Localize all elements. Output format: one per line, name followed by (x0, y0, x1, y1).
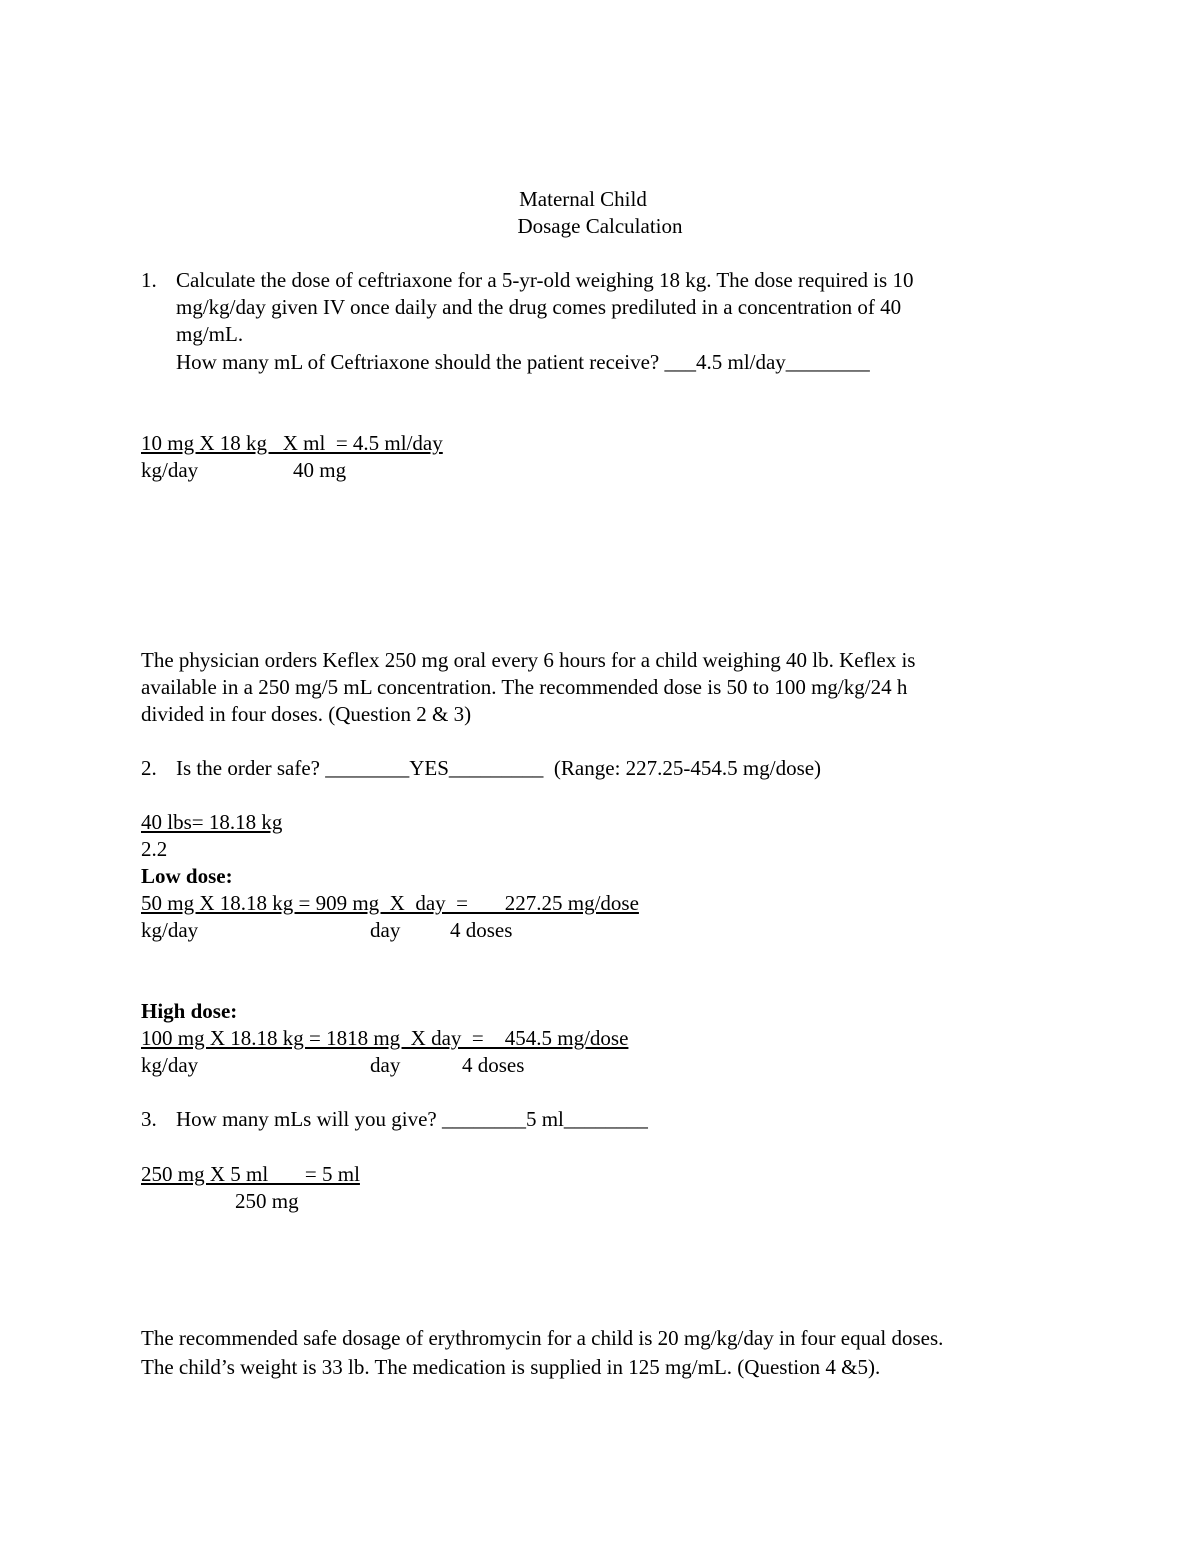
question-1-number: 1. (141, 268, 157, 292)
low-dose-numerator: 50 mg X 18.18 kg = 909 mg X day = 227.25 mg/dose (141, 891, 639, 915)
weight-conversion-numerator: 40 lbs= 18.18 kg (141, 810, 283, 834)
document-title: Maternal Child (519, 187, 647, 211)
question-1-answer: ___4.5 ml/day________ (664, 350, 870, 374)
question-2-number: 2. (141, 756, 157, 780)
question-3-number: 3. (141, 1107, 157, 1131)
low-dose-denominator-1: kg/day (141, 918, 199, 942)
question-3-text: How many mLs will you give? ________5 ml________ (176, 1107, 648, 1131)
erythromycin-line-1: The recommended safe dosage of erythromycin for a child is 20 mg/kg/day in four equal doses. (141, 1326, 944, 1350)
question-1-work-denominator-2: 40 mg (293, 458, 347, 482)
high-dose-denominator-1: kg/day (141, 1053, 199, 1077)
document-subtitle: Dosage Calculation (517, 214, 683, 238)
keflex-line-1: The physician orders Keflex 250 mg oral every 6 hours for a child weighing 40 lb. Keflex is (141, 648, 916, 672)
question-3-work-numerator: 250 mg X 5 ml = 5 ml (141, 1162, 360, 1186)
high-dose-denominator-3: 4 doses (462, 1053, 525, 1077)
question-1-work-numerator: 10 mg X 18 kg X ml = 4.5 ml/day (141, 431, 443, 455)
high-dose-heading: High dose: (141, 999, 238, 1023)
low-dose-denominator-3: 4 doses (450, 918, 513, 942)
low-dose-heading: Low dose: (141, 864, 233, 888)
question-1-prompt (176, 349, 870, 376)
erythromycin-line-2: The child’s weight is 33 lb. The medication is supplied in 125 mg/mL. (Question 4 &5). (141, 1355, 881, 1379)
question-3-work-denominator: 250 mg (235, 1189, 299, 1213)
question-2-text: Is the order safe? ________YES_________ (Range: 227.25-454.5 mg/dose) (176, 756, 822, 780)
question-1-work-denominator-1: kg/day (141, 458, 199, 482)
question-1-line-2: mg/kg/day given IV once daily and the drug comes prediluted in a concentration of 40 (176, 295, 902, 319)
high-dose-numerator: 100 mg X 18.18 kg = 1818 mg X day = 454.5 mg/dose (141, 1026, 629, 1050)
high-dose-denominator-2: day (370, 1053, 401, 1077)
weight-conversion-denominator: 2.2 (141, 837, 168, 861)
keflex-line-2: available in a 250 mg/5 mL concentration. The recommended dose is 50 to 100 mg/kg/24 h (141, 675, 908, 699)
keflex-line-3: divided in four doses. (Question 2 & 3) (141, 702, 472, 726)
question-1-line-3: mg/mL. (176, 322, 244, 346)
low-dose-denominator-2: day (370, 918, 401, 942)
question-1-question: How many mL of Ceftriaxone should the patient receive? (176, 350, 665, 374)
question-1-line-1: Calculate the dose of ceftriaxone for a 5-yr-old weighing 18 kg. The dose required is 10 (176, 268, 914, 292)
